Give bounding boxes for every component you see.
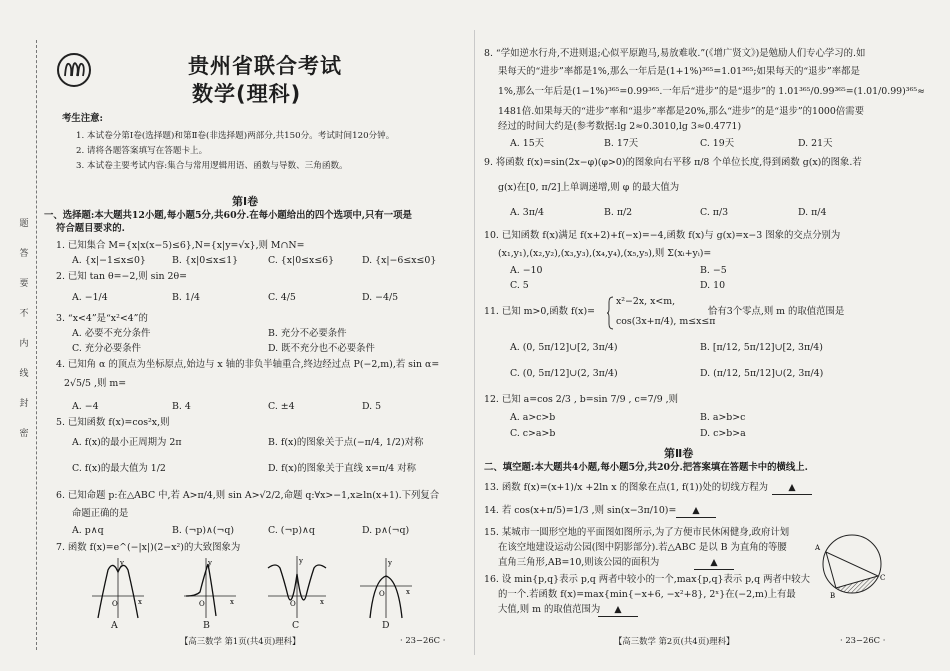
part1-intro: 符合题目要求的. [56,223,125,234]
question-5: 5. 已知函数 f(x)=cos²x,则 [56,417,170,428]
question-16-cont: 大值,则 m 的取值范围为 [498,604,601,615]
binding-line [36,40,37,650]
option: A. (0, 5π/12]∪[2, 3π/4) [510,342,618,353]
graph-label: A [111,620,118,631]
side-char: 要 [19,279,29,289]
answer-blank: ▲ [598,604,638,617]
question-9: 9. 将函数 f(x)=sin(2x−φ)(φ>0)的图象向右平移 π/8 个单位长度,得到函数 g(x)的图象.若 [484,157,862,168]
axis-y-label: y [388,559,392,567]
option: A. −10 [510,265,543,276]
exam-logo-icon [56,52,92,88]
question-4: 4. 已知角 α 的顶点为坐标原点,始边与 x 轴的非负半轴重合,终边经过点 P(−2,m),若 sin α= [56,359,440,370]
axis-y-label: y [208,559,212,567]
footer-left: 【高三数学 第1页(共4页)理科】 [180,636,301,646]
side-char: 答 [19,249,29,259]
question-15-cont: 直角三角形,AB=10,则该公园的面积为 [498,557,660,568]
option: C. f(x)的最大值为 1/2 [72,463,166,474]
notice-item: 2. 请将各题答案填写在答题卡上。 [76,146,208,156]
question-14: 14. 若 cos(x+π/5)=1/3 ,则 sin(x−3π/10)= [484,505,677,516]
option: D. 既不充分也不必要条件 [268,343,375,354]
axis-x-label: x [230,598,234,606]
option: B. [π/12, 5π/12]∪[2, 3π/4) [700,342,823,353]
option: C. 充分必要条件 [72,343,142,354]
option: B. 1/4 [172,292,200,303]
question-16: 16. 设 min{p,q}表示 p,q 两者中较小的一个,max{p,q}表示 p,q 两者中较大 [484,574,811,585]
footer-left-code: · 23−26C · [400,635,446,645]
axis-y-label: y [120,559,124,567]
question-10-cont: (x₁,y₁),(x₂,y₂),(x₃,y₃),(x₄,y₄),(x₅,y₅),则 Σ(xᵢ+yᵢ)= [498,248,712,259]
question-15: 15. 某城市一圆形空地的平面图如图所示,为了方便市民休闲健身,政府计划 [484,527,790,538]
axis-x-label: x [320,598,324,606]
question-12: 12. 已知 a=cos 2/3 , b=sin 7/9 , c=7/9 ,则 [484,394,679,405]
question-8: 8. “学如逆水行舟,不进则退;心似平原跑马,易放难收.”(《增广贤文》)是勉励人们专心学习的.如 [484,48,866,59]
answer-blank: ▲ [772,482,812,495]
graph-c [266,554,328,620]
option: A. −1/4 [72,292,108,303]
option: D. {x|−6≤x≤0} [362,255,437,266]
option: B. 17天 [604,138,639,149]
axis-y-label: y [299,557,303,565]
origin-label: O [112,600,118,608]
option: C. π/3 [700,207,729,218]
option: A. 15天 [510,138,545,149]
option: D. (π/12, 5π/12]∪(2, 3π/4) [700,368,824,379]
option: D. π/4 [798,207,827,218]
question-11: 11. 已知 m>0,函数 f(x)= [484,306,595,317]
option: D. 10 [700,280,726,291]
piecewise-case: cos(3x+π/4), m≤x≤π [616,316,716,327]
axis-x-label: x [138,598,142,606]
graph-a [90,556,146,620]
option: A. −4 [72,401,99,412]
notice-item: 1. 本试卷分第Ⅰ卷(选择题)和第Ⅱ卷(非选择题)两部分,共150分。考试时间120分钟。 [76,131,395,141]
option: A. 3π/4 [510,207,544,218]
option: A. {x|−1≤x≤0} [72,255,146,266]
origin-label: O [290,600,296,608]
question-6: 6. 已知命题 p:在△ABC 中,若 A>π/4,则 sin A>√2/2,命题 q:∀x>−1,x≥ln(x+1).下列复合 [56,490,440,501]
question-6-cont: 命题正确的是 [72,508,129,519]
question-8-cont: 果每天的“进步”率都是1%,那么一年后是(1+1%)³⁶⁵=1.01³⁶⁵;如果每天的“退步”率都是 [498,66,860,77]
point-b-label: B [830,592,836,600]
option: C. {x|0≤x≤6} [268,255,335,266]
question-3: 3. “x<4”是“x²<4”的 [56,313,148,324]
option: C. ±4 [268,401,295,412]
question-9-cont: g(x)在[0, π/2]上单调递增,则 φ 的最大值为 [498,182,680,193]
origin-label: O [199,600,205,608]
binding-warning [18,218,30,458]
side-char: 线 [19,369,29,379]
option: D. 5 [362,401,382,412]
option: A. 必要不充分条件 [72,328,151,339]
option: B. {x|0≤x≤1} [172,255,239,266]
answer-blank: ▲ [676,505,716,518]
option: D. c>b>a [700,428,746,439]
graph-d [358,556,414,620]
option: C. 19天 [700,138,735,149]
option: C. 5 [510,280,529,291]
graph-label: C [292,620,300,631]
origin-label: O [379,590,385,598]
side-char: 题 [19,219,29,229]
brace-icon [606,296,614,330]
question-13: 13. 函数 f(x)=(x+1)/x +2ln x 的图象在点(1, f(1))处的切线方程为 [484,482,768,493]
page-divider [474,30,475,655]
part1-intro: 一、选择题:本大题共12小题,每小题5分,共60分.在每小题给出的四个选项中,只有一项是 [44,210,412,221]
option: B. f(x)的图象关于点(−π/4, 1/2)对称 [268,437,424,448]
side-char: 不 [19,309,29,319]
side-char: 内 [19,339,29,349]
question-16-cont: 的一个.若函数 f(x)=max{min{−x+6, −x²+8}, 2ˣ}在(−2,m)上有最 [498,589,796,600]
question-10: 10. 已知函数 f(x)满足 f(x+2)+f(−x)=−4,函数 f(x)与 g(x)=x−3 图象的交点分别为 [484,230,841,241]
graph-label: D [382,620,390,631]
footer-right: 【高三数学 第2页(共4页)理科】 [614,636,735,646]
option: B. a>b>c [700,412,746,423]
question-8-cont: 经过的时间大约是(参考数据:lg 2≈0.3010,lg 3≈0.4771) [498,121,742,132]
option: C. 4/5 [268,292,296,303]
part1-title: 第Ⅰ卷 [232,195,259,208]
question-8-cont: 1%,那么一年后是(1−1%)³⁶⁵=0.99³⁶⁵.一年后“进步”的是“退步”的 1.01³⁶⁵/0.99³⁶⁵=(1.01/0.99)³⁶⁵≈ [498,86,925,97]
option: B. 充分不必要条件 [268,328,347,339]
question-15-cont: 在该空地建设运动公园(图中阴影部分).若△ABC 是以 B 为直角的等腰 [498,542,787,553]
option: D. f(x)的图象关于直线 x=π/4 对称 [268,463,416,474]
answer-blank: ▲ [694,557,734,570]
axis-x-label: x [406,588,410,596]
option: A. a>c>b [510,412,556,423]
piecewise-case: x²−2x, x<m, [616,296,676,307]
option: D. 21天 [798,138,833,149]
point-a-label: A [815,544,821,552]
option: B. −5 [700,265,727,276]
notice-heading: 考生注意: [62,113,103,124]
option: A. f(x)的最小正周期为 2π [72,437,182,448]
question-8-cont: 1481倍.如果每天的“进步”率和“退步”率都是20%,那么“进步”的是“退步”的1000倍需要 [498,106,864,117]
circle-figure [812,530,890,600]
question-1: 1. 已知集合 M={x|x(x−5)≤6},N={x|y=√x},则 M∩N= [56,240,305,251]
question-4-cont: 2√5/5 ,则 m= [64,378,127,389]
question-7: 7. 函数 f(x)=e^(−|x|)(2−x²)的大致图象为 [56,542,241,553]
option: C. (0, 5π/12]∪(2, 3π/4) [510,368,618,379]
option: C. c>a>b [510,428,556,439]
part2-intro: 二、填空题:本大题共4小题,每小题5分,共20分.把答案填在答题卡中的横线上. [484,462,808,473]
exam-title: 贵州省联合考试 [188,54,342,78]
option: B. (¬p)∧(¬q) [172,525,235,536]
option: B. π/2 [604,207,633,218]
notice-item: 3. 本试卷主要考试内容:集合与常用逻辑用语、函数与导数、三角函数。 [76,161,348,171]
footer-right-code: · 23−26C · [840,635,886,645]
part2-title: 第Ⅱ卷 [664,447,694,460]
option: D. p∧(¬q) [362,525,410,536]
question-2: 2. 已知 tan θ=−2,则 sin 2θ= [56,271,187,282]
side-char: 封 [19,399,29,409]
graph-b [182,556,238,620]
option: A. p∧q [72,525,104,536]
question-11-cont: 恰有3个零点,则 m 的取值范围是 [708,306,845,317]
exam-subject: 数学(理科) [192,82,302,106]
side-char: 密 [19,429,29,439]
option: D. −4/5 [362,292,399,303]
option: B. 4 [172,401,191,412]
point-c-label: C [880,574,886,582]
option: C. (¬p)∧q [268,525,315,536]
graph-label: B [203,620,210,631]
